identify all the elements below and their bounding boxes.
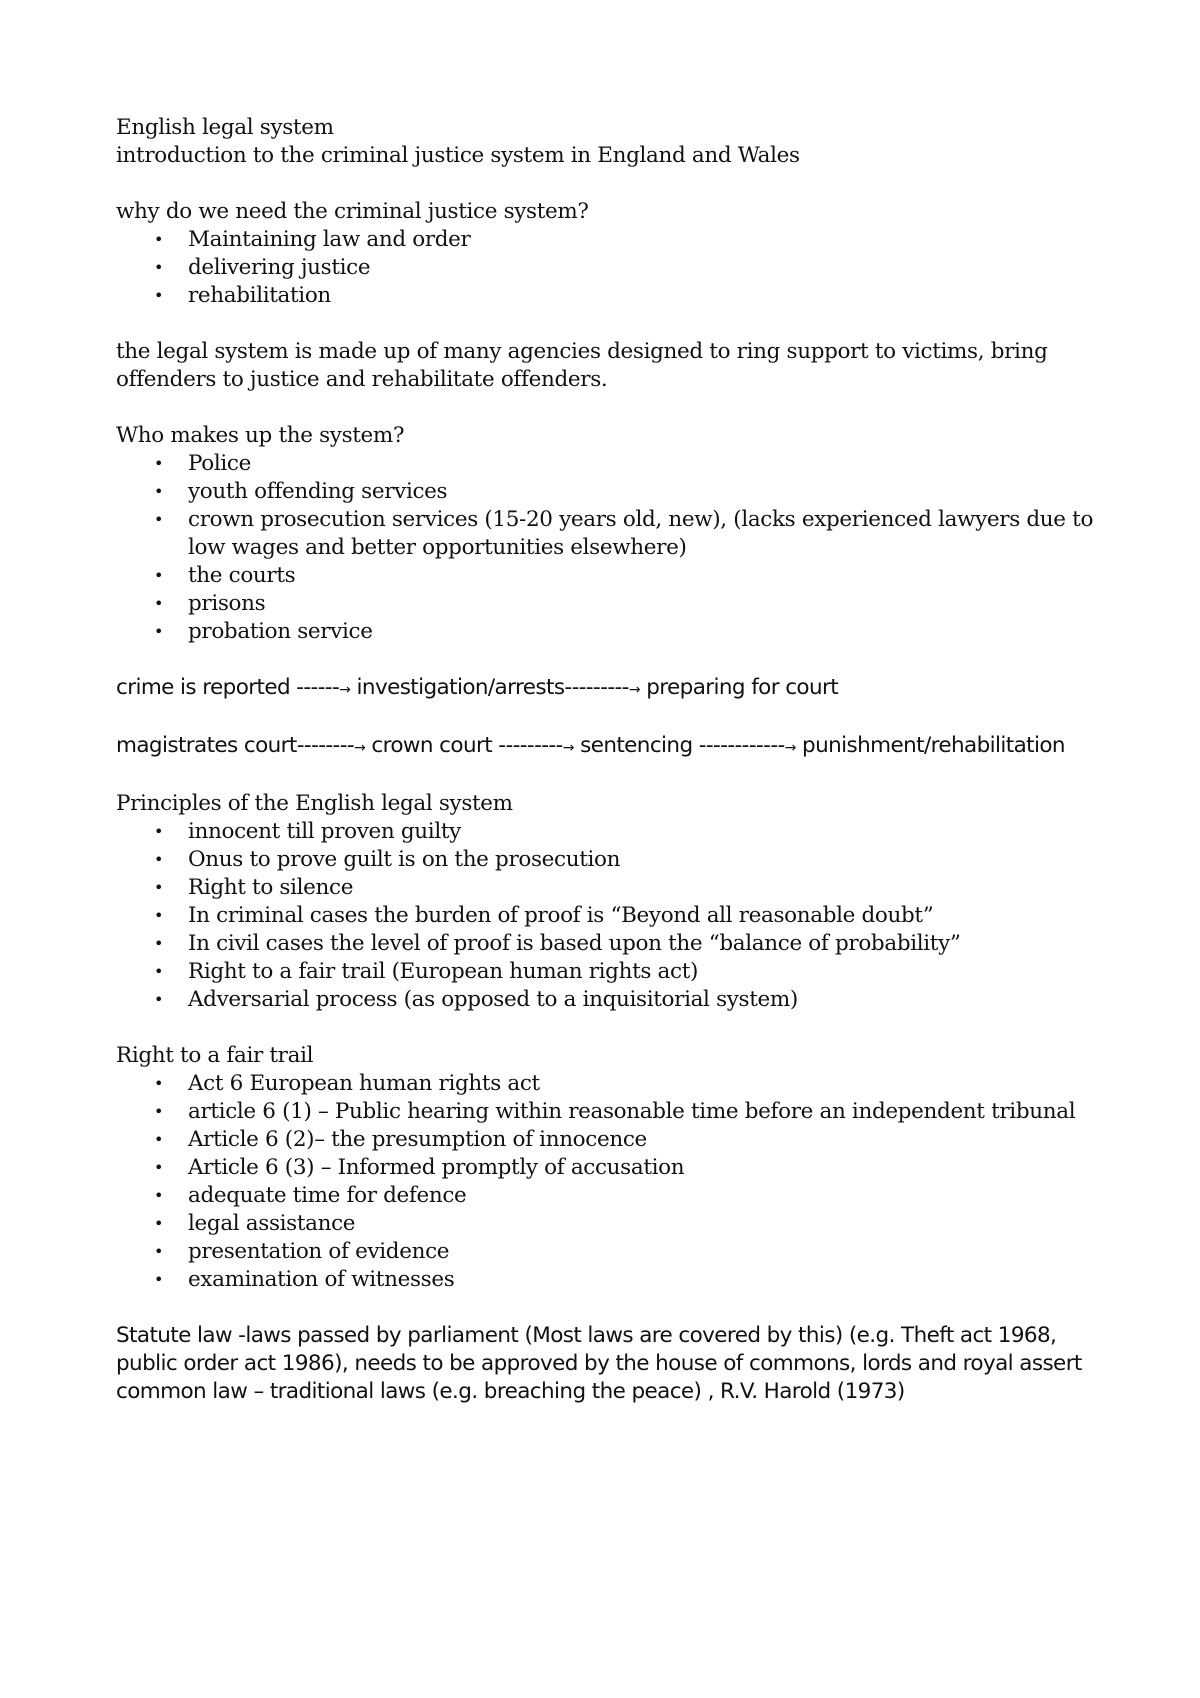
bullet-icon: •: [154, 878, 164, 897]
bullet-icon: •: [154, 258, 164, 277]
principles-heading: Principles of the English legal system: [116, 791, 513, 816]
process-flow-2: magistrates court--------→ crown court ---------→ sentencing ------------→ punishment/rehabilitation: [116, 732, 1116, 762]
document-title: English legal system: [116, 115, 334, 140]
bullet-icon: •: [154, 1270, 164, 1289]
list-item: • prisons: [154, 591, 266, 616]
bullet-icon: •: [154, 906, 164, 925]
list-item: • youth offending services: [154, 479, 448, 504]
list-item: • Act 6 European human rights act: [154, 1071, 540, 1096]
document-page: [116, 114, 1116, 1406]
spacer: [116, 1294, 1116, 1322]
spacer: [116, 394, 1116, 422]
bullet-icon: •: [154, 850, 164, 869]
fair-trail-heading: Right to a fair trail: [116, 1043, 314, 1068]
list-item: • Article 6 (3) – Informed promptly of accusation: [154, 1155, 685, 1180]
list-item: • Maintaining law and order: [154, 227, 471, 252]
list-item: • presentation of evidence: [154, 1239, 450, 1264]
statute-law-paragraph: Statute law -laws passed by parliament (Most laws are covered by this) (e.g. Theft act 1968, public order act 1986), needs to be approved by the house of commons, lords and royal assert: [116, 1323, 1082, 1376]
list-item: • Police: [154, 451, 251, 476]
bullet-icon: •: [154, 1130, 164, 1149]
bullet-icon: •: [154, 1074, 164, 1093]
bullet-icon: •: [154, 594, 164, 613]
bullet-icon: •: [154, 934, 164, 953]
bullet-icon: •: [154, 1102, 164, 1121]
list-item: • In criminal cases the burden of proof is “Beyond all reasonable doubt”: [154, 903, 934, 928]
agencies-paragraph: the legal system is made up of many agencies designed to ring support to victims, bring offenders to justice and rehabilitate offenders.: [116, 339, 1048, 392]
who-question: Who makes up the system?: [116, 423, 405, 448]
list-item: • innocent till proven guilty: [154, 819, 461, 844]
list-item: • examination of witnesses: [154, 1267, 455, 1292]
list-item: • adequate time for defence: [154, 1183, 467, 1208]
list-item: • the courts: [154, 563, 296, 588]
spacer: [116, 704, 1116, 732]
spacer: [116, 170, 1116, 198]
bullet-icon: •: [154, 1186, 164, 1205]
bullet-icon: •: [154, 1242, 164, 1261]
bullet-icon: •: [154, 990, 164, 1009]
spacer: [116, 646, 1116, 674]
bullet-icon: •: [154, 1214, 164, 1233]
bullet-icon: •: [154, 822, 164, 841]
arrow-right-icon: →: [784, 740, 796, 756]
common-law-line: common law – traditional laws (e.g. breaching the peace) , R.V. Harold (1973): [116, 1379, 905, 1404]
arrow-right-icon: →: [628, 682, 640, 698]
list-item: • Adversarial process (as opposed to a inquisitorial system): [154, 987, 798, 1012]
list-item: • Onus to prove guilt is on the prosecution: [154, 847, 621, 872]
list-item: • legal assistance: [154, 1211, 356, 1236]
arrow-right-icon: →: [562, 740, 574, 756]
principles-list: [116, 818, 1116, 1014]
process-flow-1: crime is reported ------→ investigation/arrests---------→ preparing for court: [116, 674, 1116, 704]
bullet-icon: •: [154, 962, 164, 981]
bullet-icon: •: [154, 1158, 164, 1177]
bullet-icon: •: [154, 566, 164, 585]
spacer: [116, 1014, 1116, 1042]
bullet-icon: •: [154, 230, 164, 249]
bullet-icon: •: [154, 482, 164, 501]
list-item: • Right to silence: [154, 875, 354, 900]
bullet-icon: •: [154, 454, 164, 473]
list-item: • In civil cases the level of proof is based upon the “balance of probability”: [154, 931, 961, 956]
why-list: [116, 226, 1116, 310]
fair-trail-list: [116, 1070, 1116, 1294]
bullet-icon: •: [154, 622, 164, 641]
list-item: • crown prosecution services (15-20 years old, new), (lacks experienced lawyers due to low wages and better opportunities elsewhere): [154, 507, 1094, 560]
list-item: • probation service: [154, 619, 373, 644]
list-item: • rehabilitation: [154, 283, 331, 308]
list-item: • delivering justice: [154, 255, 371, 280]
who-list: [116, 450, 1116, 646]
spacer: [116, 310, 1116, 338]
document-subtitle: introduction to the criminal justice system in England and Wales: [116, 143, 800, 168]
why-question: why do we need the criminal justice system?: [116, 199, 589, 224]
bullet-icon: •: [154, 286, 164, 305]
list-item: • article 6 (1) – Public hearing within reasonable time before an independent tribunal: [154, 1099, 1076, 1124]
bullet-icon: •: [154, 510, 164, 529]
list-item: • Right to a fair trail (European human rights act): [154, 959, 699, 984]
list-item: • Article 6 (2)– the presumption of innocence: [154, 1127, 647, 1152]
arrow-right-icon: →: [354, 740, 366, 756]
spacer: [116, 762, 1116, 790]
arrow-right-icon: →: [339, 682, 351, 698]
